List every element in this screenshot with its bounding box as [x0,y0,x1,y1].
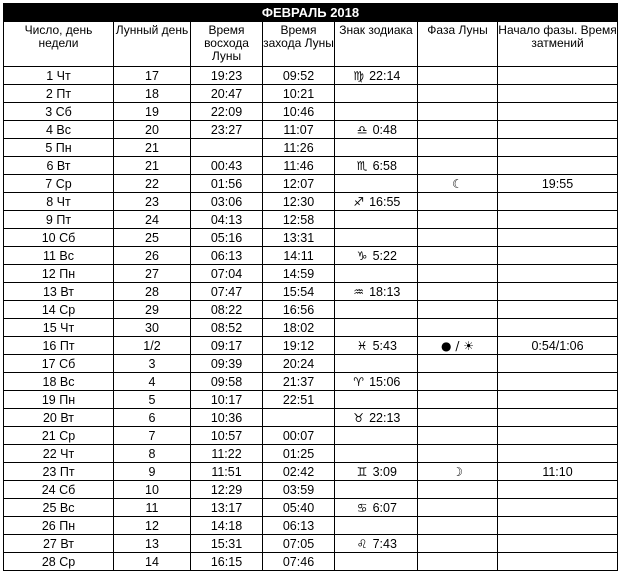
cell-phase-start [498,535,618,553]
table-row [4,139,618,157]
zodiac-sign-icon: ♏ [356,158,368,173]
cell-moonrise: 19:23 [191,67,263,85]
zodiac-time: 18:13 [369,284,401,299]
cell-moonrise: 15:31 [191,535,263,553]
cell-moonset: 15:54 [263,283,335,301]
cell-moon-phase [418,85,498,103]
table-row [4,211,618,229]
cell-phase-start [498,157,618,175]
cell-date: 17 Сб [4,355,114,373]
cell-moonset: 12:58 [263,211,335,229]
cell-moonrise: 13:17 [191,499,263,517]
cell-date: 18 Вс [4,373,114,391]
cell-zodiac [335,103,418,121]
table-row [4,67,618,85]
cell-moon-phase [418,103,498,121]
cell-moonset: 16:56 [263,301,335,319]
cell-date: 19 Пн [4,391,114,409]
cell-date: 13 Вт [4,283,114,301]
cell-phase-start [498,265,618,283]
cell-moonset: 10:46 [263,103,335,121]
cell-date: 28 Ср [4,553,114,571]
cell-moonset: 07:05 [263,535,335,553]
cell-moonrise: 07:04 [191,265,263,283]
cell-lunar-day: 28 [114,283,191,301]
cell-zodiac [335,445,418,463]
cell-date: 12 Пн [4,265,114,283]
zodiac-time: 16:55 [369,194,401,209]
zodiac-time: 22:14 [369,68,401,83]
cell-zodiac [335,175,418,193]
table-row [4,247,618,265]
cell-moon-phase [418,535,498,553]
cell-moonrise: 16:15 [191,553,263,571]
moon-phase-icon: ☽ [452,464,463,479]
cell-zodiac [335,211,418,229]
cell-phase-start [498,427,618,445]
zodiac-time: 15:06 [369,374,401,389]
cell-phase-start [498,517,618,535]
cell-zodiac [335,517,418,535]
cell-moonrise: 09:58 [191,373,263,391]
cell-date: 8 Чт [4,193,114,211]
cell-date: 20 Вт [4,409,114,427]
cell-moonset: 11:07 [263,121,335,139]
cell-phase-start [498,139,618,157]
zodiac-time: 3:09 [372,464,397,479]
moon-phase-icon: ● / ☀ [441,338,474,353]
cell-date: 26 Пн [4,517,114,535]
cell-moon-phase [418,481,498,499]
cell-lunar-day: 21 [114,139,191,157]
zodiac-sign-icon: ♌ [356,536,368,551]
cell-zodiac [335,355,418,373]
cell-moonset: 19:12 [263,337,335,355]
cell-moonset: 09:52 [263,67,335,85]
cell-lunar-day: 23 [114,193,191,211]
cell-phase-start [498,409,618,427]
cell-zodiac [335,535,418,553]
cell-moonset: 13:31 [263,229,335,247]
zodiac-sign-icon: ♓ [356,338,368,353]
cell-lunar-day: 19 [114,103,191,121]
table-row [4,175,618,193]
table-row [4,103,618,121]
table-row [4,283,618,301]
header-date: Число, день недели [4,22,114,67]
cell-moonrise: 05:16 [191,229,263,247]
cell-date: 9 Пт [4,211,114,229]
cell-date: 7 Ср [4,175,114,193]
cell-zodiac [335,553,418,571]
cell-moonrise: 23:27 [191,121,263,139]
cell-date: 1 Чт [4,67,114,85]
cell-moon-phase [418,193,498,211]
table-row [4,319,618,337]
zodiac-time: 6:58 [372,158,397,173]
table-row [4,481,618,499]
cell-lunar-day: 1/2 [114,337,191,355]
cell-moon-phase [418,355,498,373]
cell-moon-phase [418,409,498,427]
cell-moonrise: 22:09 [191,103,263,121]
cell-lunar-day: 25 [114,229,191,247]
cell-moonset [263,409,335,427]
cell-moonrise: 11:51 [191,463,263,481]
cell-lunar-day: 27 [114,265,191,283]
cell-moonrise: 14:18 [191,517,263,535]
cell-phase-start: 11:10 [498,463,618,481]
cell-moon-phase [418,499,498,517]
cell-lunar-day: 10 [114,481,191,499]
cell-moonset: 02:42 [263,463,335,481]
cell-moonrise: 00:43 [191,157,263,175]
table-row [4,373,618,391]
cell-moon-phase [418,319,498,337]
cell-moon-phase [418,229,498,247]
table-row [4,463,618,481]
cell-date: 6 Вт [4,157,114,175]
cell-date: 4 Вс [4,121,114,139]
cell-zodiac [335,139,418,157]
cell-lunar-day: 20 [114,121,191,139]
cell-moon-phase [418,427,498,445]
zodiac-time: 7:43 [372,536,397,551]
zodiac-sign-icon: ♊ [356,464,368,479]
table-row [4,553,618,571]
cell-lunar-day: 14 [114,553,191,571]
cell-date: 16 Пт [4,337,114,355]
cell-lunar-day: 21 [114,157,191,175]
cell-lunar-day: 30 [114,319,191,337]
zodiac-sign-icon: ♎ [356,122,368,137]
cell-lunar-day: 18 [114,85,191,103]
cell-moonrise: 04:13 [191,211,263,229]
cell-zodiac [335,193,418,211]
cell-zodiac [335,391,418,409]
cell-moon-phase [418,301,498,319]
cell-moonset: 18:02 [263,319,335,337]
table-row [4,517,618,535]
cell-zodiac [335,229,418,247]
table-row [4,85,618,103]
cell-zodiac [335,301,418,319]
cell-phase-start [498,499,618,517]
cell-phase-start [498,193,618,211]
cell-phase-start [498,121,618,139]
cell-date: 10 Сб [4,229,114,247]
table-row [4,427,618,445]
table-row [4,229,618,247]
cell-phase-start [498,355,618,373]
cell-moonset: 20:24 [263,355,335,373]
cell-lunar-day: 6 [114,409,191,427]
table-row [4,391,618,409]
cell-phase-start [498,247,618,265]
header-moonset: Время захода Луны [263,22,335,67]
header-zodiac: Знак зодиака [335,22,418,67]
cell-phase-start [498,85,618,103]
cell-zodiac [335,463,418,481]
cell-moonset: 21:37 [263,373,335,391]
cell-date: 23 Пт [4,463,114,481]
zodiac-time: 5:43 [372,338,397,353]
cell-lunar-day: 17 [114,67,191,85]
cell-moonset: 00:07 [263,427,335,445]
cell-moonrise: 10:17 [191,391,263,409]
table-row [4,121,618,139]
cell-phase-start [498,283,618,301]
zodiac-sign-icon: ♍ [353,68,364,83]
cell-lunar-day: 24 [114,211,191,229]
cell-moon-phase [418,337,498,355]
table-row [4,265,618,283]
cell-date: 14 Ср [4,301,114,319]
cell-date: 15 Чт [4,319,114,337]
cell-moon-phase [418,265,498,283]
cell-lunar-day: 5 [114,391,191,409]
cell-date: 11 Вс [4,247,114,265]
cell-phase-start [498,445,618,463]
cell-zodiac [335,499,418,517]
header-lunar-day: Лунный день [114,22,191,67]
cell-moonset: 07:46 [263,553,335,571]
zodiac-sign-icon: ♒ [353,284,364,299]
cell-zodiac [335,409,418,427]
zodiac-sign-icon: ♐ [353,194,364,209]
header-moon-phase: Фаза Луны [418,22,498,67]
cell-moonrise: 11:22 [191,445,263,463]
table-body [4,67,618,571]
cell-moonrise: 09:39 [191,355,263,373]
cell-moonrise: 03:06 [191,193,263,211]
cell-zodiac [335,85,418,103]
cell-moon-phase [418,157,498,175]
cell-lunar-day: 12 [114,517,191,535]
cell-moon-phase [418,463,498,481]
cell-zodiac [335,283,418,301]
cell-phase-start [498,319,618,337]
cell-moonset: 03:59 [263,481,335,499]
table-row [4,193,618,211]
cell-phase-start [498,481,618,499]
cell-phase-start [498,229,618,247]
cell-moon-phase [418,247,498,265]
table-row [4,535,618,553]
cell-lunar-day: 11 [114,499,191,517]
cell-moon-phase [418,391,498,409]
cell-phase-start [498,103,618,121]
header-phase-start: Начало фазы. Время затмений [498,22,618,67]
cell-moonrise: 20:47 [191,85,263,103]
zodiac-sign-icon: ♉ [353,410,364,425]
cell-moonset: 14:11 [263,247,335,265]
table-row [4,301,618,319]
zodiac-time: 5:22 [372,248,397,263]
cell-phase-start [498,553,618,571]
cell-lunar-day: 9 [114,463,191,481]
cell-moonrise: 06:13 [191,247,263,265]
cell-moon-phase [418,121,498,139]
table-row [4,157,618,175]
cell-date: 2 Пт [4,85,114,103]
cell-moon-phase [418,139,498,157]
header-moonrise: Время восхода Луны [191,22,263,67]
cell-phase-start [498,67,618,85]
cell-date: 5 Пн [4,139,114,157]
cell-moonset: 22:51 [263,391,335,409]
cell-phase-start [498,211,618,229]
cell-zodiac [335,247,418,265]
cell-date: 27 Вт [4,535,114,553]
cell-lunar-day: 8 [114,445,191,463]
cell-lunar-day: 26 [114,247,191,265]
cell-phase-start [498,391,618,409]
zodiac-time: 6:07 [372,500,397,515]
cell-date: 21 Ср [4,427,114,445]
cell-date: 24 Сб [4,481,114,499]
cell-zodiac [335,121,418,139]
table-row [4,445,618,463]
cell-moonrise: 01:56 [191,175,263,193]
cell-phase-start: 19:55 [498,175,618,193]
cell-zodiac [335,427,418,445]
table-row [4,355,618,373]
cell-zodiac [335,157,418,175]
zodiac-sign-icon: ♈ [353,374,364,389]
moon-calendar-table [3,3,618,571]
zodiac-sign-icon: ♋ [356,500,368,515]
cell-lunar-day: 7 [114,427,191,445]
cell-moonrise: 07:47 [191,283,263,301]
cell-lunar-day: 22 [114,175,191,193]
cell-moonrise: 08:52 [191,319,263,337]
cell-moonset: 14:59 [263,265,335,283]
cell-zodiac [335,481,418,499]
cell-moonrise: 10:57 [191,427,263,445]
cell-moonset: 06:13 [263,517,335,535]
zodiac-sign-icon: ♑ [356,248,368,263]
cell-moonset: 12:07 [263,175,335,193]
cell-moon-phase [418,67,498,85]
cell-zodiac [335,265,418,283]
cell-moonset: 05:40 [263,499,335,517]
cell-lunar-day: 29 [114,301,191,319]
cell-zodiac [335,373,418,391]
cell-date: 3 Сб [4,103,114,121]
moon-phase-icon: ☾ [452,176,463,191]
zodiac-time: 0:48 [372,122,397,137]
table-title: ФЕВРАЛЬ 2018 [4,4,618,22]
cell-moon-phase [418,517,498,535]
cell-zodiac [335,319,418,337]
table-row [4,337,618,355]
zodiac-time: 22:13 [369,410,401,425]
cell-moonrise: 10:36 [191,409,263,427]
table-row [4,409,618,427]
cell-moonrise: 08:22 [191,301,263,319]
cell-phase-start: 0:54/1:06 [498,337,618,355]
cell-moonset: 01:25 [263,445,335,463]
cell-lunar-day: 13 [114,535,191,553]
cell-moonset: 10:21 [263,85,335,103]
cell-date: 25 Вс [4,499,114,517]
cell-zodiac [335,67,418,85]
table-row [4,499,618,517]
cell-moonset: 11:46 [263,157,335,175]
cell-date: 22 Чт [4,445,114,463]
cell-phase-start [498,373,618,391]
cell-moonset: 12:30 [263,193,335,211]
cell-moon-phase [418,373,498,391]
cell-zodiac [335,337,418,355]
cell-moon-phase [418,445,498,463]
cell-moon-phase [418,211,498,229]
cell-moonrise [191,139,263,157]
cell-moon-phase [418,175,498,193]
cell-moon-phase [418,283,498,301]
cell-lunar-day: 4 [114,373,191,391]
cell-moonrise: 12:29 [191,481,263,499]
cell-phase-start [498,301,618,319]
cell-moonrise: 09:17 [191,337,263,355]
cell-moonset: 11:26 [263,139,335,157]
cell-lunar-day: 3 [114,355,191,373]
cell-moon-phase [418,553,498,571]
